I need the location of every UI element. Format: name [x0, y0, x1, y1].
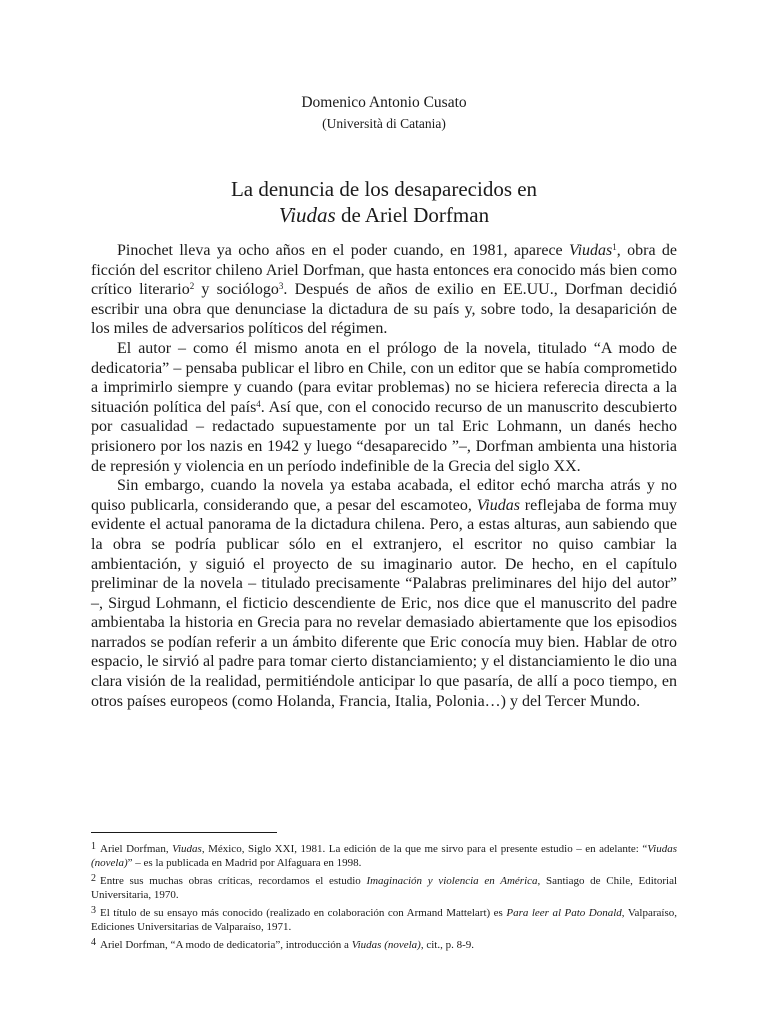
italic-title: Viudas	[569, 242, 613, 259]
footnote-text: Ariel Dorfman, “A modo de dedicatoria”, introducción a	[100, 939, 352, 951]
footnote-4	[91, 936, 677, 952]
footnote-1	[91, 840, 677, 870]
paragraph-1	[91, 241, 677, 339]
article-title	[0, 176, 768, 228]
footnote-number: 2	[91, 873, 96, 884]
footnote-italic: Viudas (novela)	[91, 843, 677, 869]
footnote-marker[interactable]: 1	[612, 242, 617, 252]
footnote-italic: Para leer al Pato Donald	[506, 907, 622, 919]
footnote-text: Entre sus muchas obras críticas, recordamos el estudio	[100, 875, 367, 887]
footnote-marker[interactable]: 2	[189, 281, 195, 292]
paragraph-text: Pinochet lleva ya ocho años en el poder cuando, en 1981, aparece	[117, 242, 570, 259]
paragraph-text: , obra de ficción del escritor chileno Ariel Dorfman, que hasta entonces era conocido más bien como crítico literario	[91, 242, 678, 299]
author-affiliation: (Università di Catania)	[322, 116, 446, 131]
footnote-text: , cit., p. 8-9.	[420, 939, 475, 951]
footnote-text: , Santiago de Chile, Editorial Universitaria, 1970.	[91, 875, 678, 901]
title-line-2	[0, 202, 768, 228]
paragraph-text: . Así que, con el conocido recurso de un manuscrito descubierto por casualidad – redactado supuestamente por un tal Eric Lohmann, un danés hecho prisionero por los nazis en 1942 y luego “desaparecido ”–, Dorfman ambienta una historia de represión y violencia en un período indefinible de la Grecia del siglo XX.	[91, 398, 677, 475]
footnote-text: , México, Siglo XXI, 1981. La edición de la que me sirvo para el presente estudio – en adelante: “	[201, 843, 648, 855]
footnote-3	[91, 904, 677, 934]
article-body	[91, 241, 677, 711]
paragraph-text: y sociólogo	[194, 281, 279, 299]
footnote-marker[interactable]: 4	[256, 398, 261, 409]
footnote-separator	[91, 832, 277, 833]
footnote-text: Ariel Dorfman,	[100, 843, 173, 855]
paragraph-3	[91, 476, 677, 711]
paragraph-text: El autor – como él mismo anota en el prólogo de la novela, titulado “A modo de dedicatoria” – pensaba publicar el libro en Chile, con un editor que se había comprometido a imprimirlo siempre y cuando (para evitar problemas) no se hiciera referecia directa a la situación política del país	[91, 339, 677, 416]
footnote-number: 4	[91, 937, 96, 948]
footnote-marker[interactable]: 3	[278, 281, 284, 292]
footnote-text: ” – es la publicada en Madrid por Alfaguara en 1998.	[127, 857, 362, 869]
footnote-italic: Viudas	[172, 843, 202, 855]
italic-title: Viudas	[476, 496, 520, 514]
title-line-2-rest: de Ariel Dorfman	[335, 203, 490, 227]
footnote-text: , Valparaíso, Ediciones Universitarias de Valparaíso, 1971.	[91, 907, 678, 933]
paragraph-text: Sin embargo, cuando la novela ya estaba acabada, el editor echó marcha atrás y no quiso publicarla, considerando que, a pesar del escamoteo,	[91, 477, 677, 514]
paragraph-2	[91, 339, 677, 476]
footnote-text: El título de su ensayo más conocido (realizado en colaboración con Armand Mattelart) es	[100, 907, 507, 919]
author-name: Domenico Antonio Cusato	[301, 94, 467, 111]
paragraph-text: . Después de años de exilio en EE.UU., Dorfman decidió escribir una obra que denunciase la dictadura de su país y, sobre todo, la desaparición de los miles de adversarios políticos del régimen.	[91, 281, 678, 338]
title-line-1: La denuncia de los desaparecidos en	[230, 177, 538, 201]
footnote-number: 1	[91, 841, 96, 852]
footnote-italic: Viudas (novela)	[351, 939, 421, 951]
footnote-number: 3	[91, 905, 96, 916]
footnote-2	[91, 872, 677, 902]
title-italic-word: Viudas	[278, 203, 336, 227]
paragraph-text: reflejaba de forma muy evidente el actual panorama de la dictadura chilena. Pero, a estas alturas, aun sabiendo que la obra se podría publicar sólo en el extranjero, el escritor no quiso cambiar la ambientación, y siguió el proyecto de su imaginario autor. De hecho, en el capítulo preliminar de la novela – titulado precisamente “Palabras preliminares del hijo del autor” –, Sirgud Lohmann, el ficticio descendiente de Eric, nos dice que el manuscrito del padre ambientaba la historia en Grecia para no revelar demasiado abiertamente que los episodios narrados se podían referir a un ámbito diferente que Eric conocía muy bien. Hablar de otro espacio, le sirvió al padre para tomar cierto distanciamiento; y el distanciamiento le dio una clara visión de la realidad, permitiéndole anticipar lo que pasaría, de allí a poco tiempo, en otros países europeos (como Holanda, Francia, Italia, Polonia…) y del Tercer Mundo.	[91, 496, 678, 710]
footnote-italic: Imaginación y violencia en América	[366, 875, 538, 887]
footnotes	[91, 840, 677, 954]
